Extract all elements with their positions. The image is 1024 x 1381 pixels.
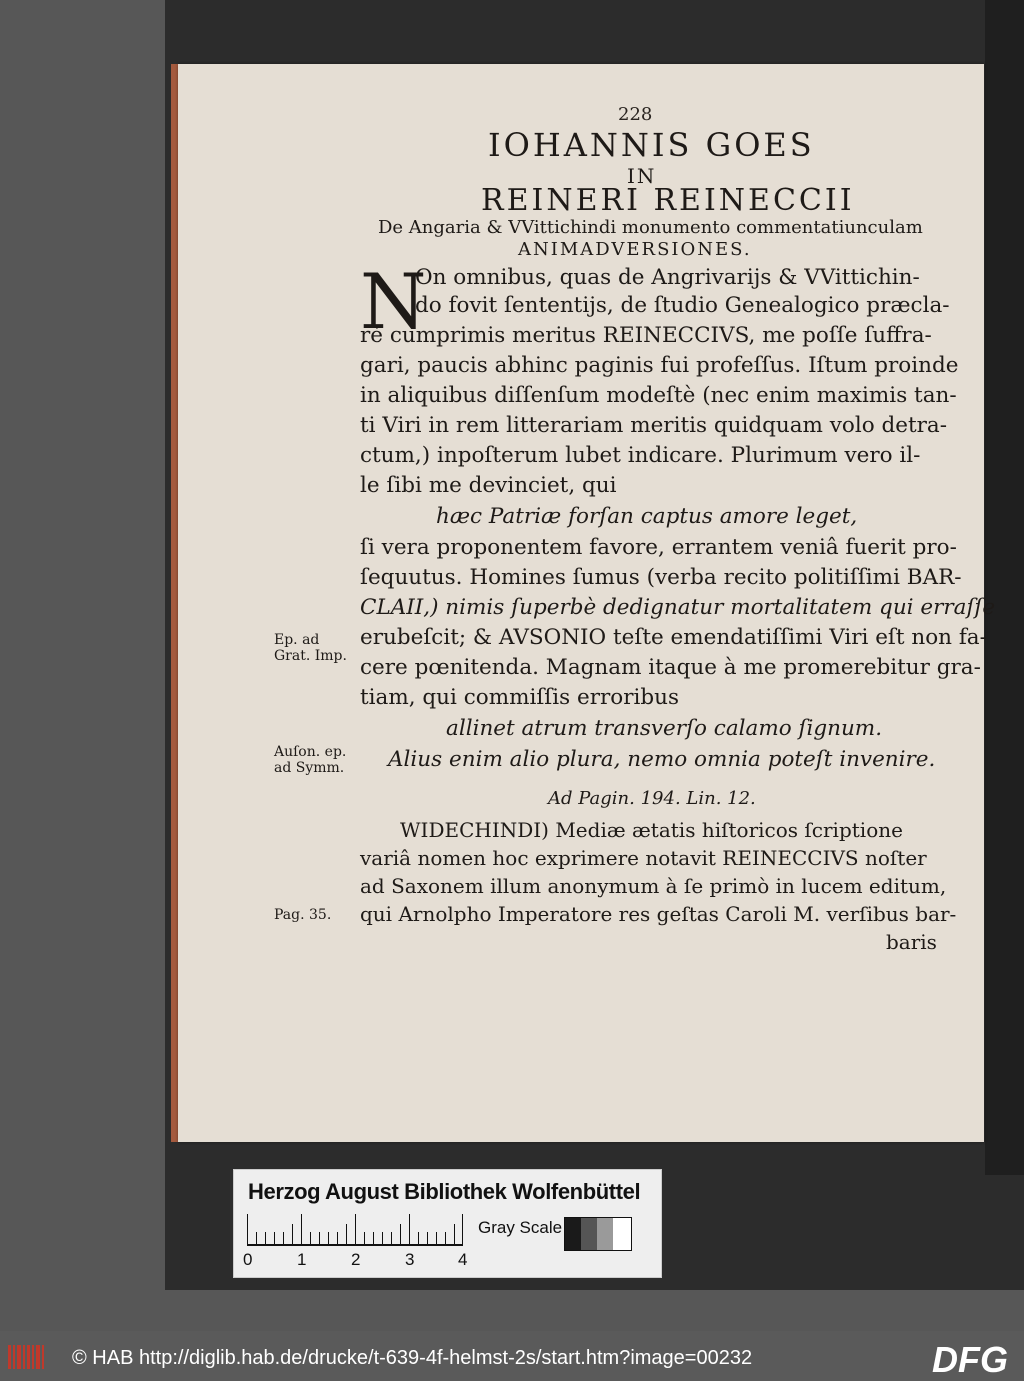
book-page <box>178 64 996 1142</box>
color-calibration-bar <box>233 1169 662 1278</box>
gray-swatch <box>597 1218 613 1250</box>
body-line: rè cumprimis meritus REINECCIVS, me poſſe ſuffra- <box>360 323 932 348</box>
body-line: On omnibus, quas de Angrivarijs & VVittichin- <box>415 265 920 290</box>
footer-bar <box>0 1331 1024 1381</box>
page-title-author: IOHANNIS GOES <box>488 126 815 164</box>
ruler-number: 3 <box>405 1250 415 1269</box>
gray-swatch <box>581 1218 597 1250</box>
dfg-logo: DFG <box>932 1339 1008 1380</box>
page-number: 228 <box>618 104 653 125</box>
verse-quote: allinet atrum transverſo calamo ſignum. <box>446 716 883 741</box>
body-line: CLAII,) nimis ſuperbè dedignatur mortalitatem qui erraſſe <box>360 595 996 620</box>
page-title-description: De Angaria & VVittichindi monumento commentatiunculam <box>378 217 923 238</box>
gray-scale-label: Gray Scale <box>478 1218 563 1237</box>
ruler-number: 2 <box>351 1250 361 1269</box>
margin-note: Auſon. ep. <box>274 744 347 760</box>
body-line: ctum,) inpoſterum lubet indicare. Plurimum vero il- <box>360 443 921 468</box>
gray-swatch <box>565 1218 581 1250</box>
margin-note: Pag. 35. <box>274 907 332 923</box>
margin-note: ad Symm. <box>274 760 345 776</box>
page-title-in: IN <box>627 164 657 188</box>
ruler-number: 4 <box>458 1250 468 1269</box>
body-line: ad Saxonem illum anonymum à ſe primò in lucem editum, <box>360 874 947 898</box>
library-name: Herzog August Bibliothek Wolfenbüttel <box>248 1179 641 1204</box>
margin-note: Ep. ad <box>274 632 320 648</box>
section-heading: Ad Pagin. 194. Lin. 12. <box>548 788 756 809</box>
body-line: cere pœnitenda. Magnam itaque à me promerebitur gra- <box>360 655 981 680</box>
drop-capital: N <box>360 257 427 346</box>
body-line: in aliquibus diſſenſum modeſtè (nec enim maximis tan- <box>360 383 957 408</box>
body-line: tiam, qui commiſſis erroribus <box>360 685 680 710</box>
body-line: ſequutus. Homines ſumus (verba recito politiſſimi BAR- <box>360 565 962 590</box>
body-line: erubeſcit; & AVSONIO teſte emendatiſſimi Viri eſt non fa- <box>360 625 987 650</box>
copyright-link[interactable]: © HAB http://diglib.hab.de/drucke/t-639-4f-helmst-2s/start.htm?image=00232 <box>72 1347 753 1369</box>
body-line: gari, paucis abhinc paginis fui profeſſus. Iſtum proinde <box>360 353 959 378</box>
body-line: qui Arnolpho Imperatore res geſtas Caroli M. verſibus bar- <box>360 902 957 926</box>
body-line: ti Viri in rem litterariam meritis quidquam volo detra- <box>360 413 947 438</box>
hab-barcode-icon <box>6 1341 46 1373</box>
margin-note: Grat. Imp. <box>274 648 347 664</box>
book-spine-edge <box>985 0 1024 1175</box>
gray-swatch <box>613 1218 631 1250</box>
scale-ruler <box>247 1214 463 1246</box>
body-line: do fovit ſententijs, de ſtudio Genealogico præcla- <box>415 293 950 318</box>
body-line: WIDECHINDI) Mediæ ætatis hiſtoricos ſcriptione <box>400 818 903 842</box>
body-line: variâ nomen hoc exprimere notavit REINECCIVS noſter <box>360 846 927 870</box>
verse-quote: Alius enim alio plura, nemo omnia poteſt invenire. <box>388 747 936 772</box>
verse-quote: hæc Patriæ forſan captus amore leget, <box>436 504 858 529</box>
page-title-subject: REINERI REINECCII <box>481 183 855 218</box>
ruler-number: 0 <box>243 1250 253 1269</box>
gray-scale-swatches <box>564 1217 632 1251</box>
body-line: le ſibi me devinciet, qui <box>360 473 617 498</box>
ruler-number: 1 <box>297 1250 307 1269</box>
page-title-animadversiones: ANIMADVERSIONES. <box>518 239 752 260</box>
body-line: ſi vera proponentem favore, errantem veniâ fuerit pro- <box>360 535 957 560</box>
catchword: baris <box>886 930 937 954</box>
